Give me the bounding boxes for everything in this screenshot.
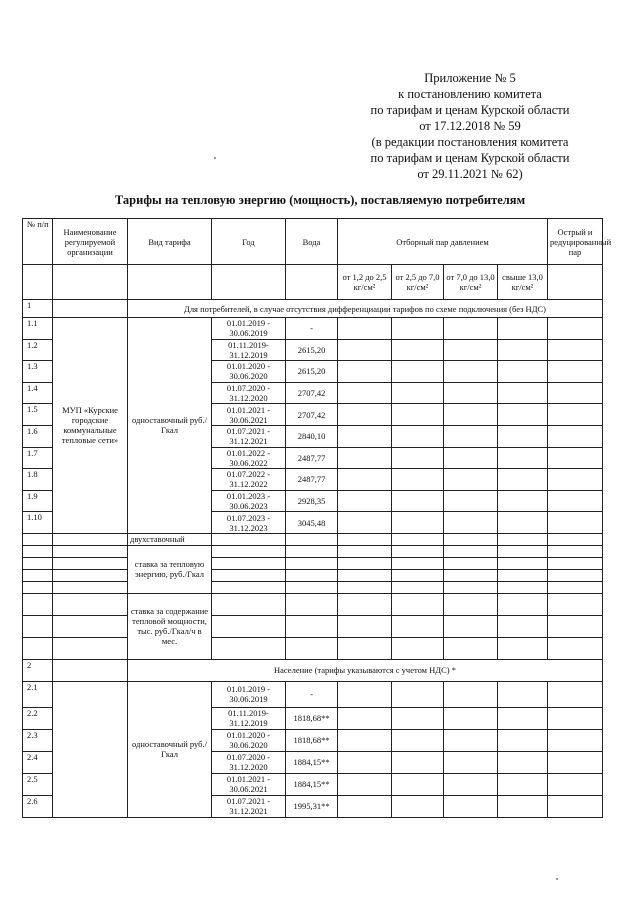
org-cell [53,615,128,637]
empty-cell [498,512,548,534]
appendix-line: по тарифам и ценам Курской области [370,103,570,117]
empty-cell [548,681,603,707]
empty-cell [212,533,286,545]
empty-cell [498,707,548,729]
empty-cell [444,615,498,637]
document-title: Тарифы на тепловую энергию (мощность), поставляемую потребителям [114,193,526,207]
empty-cell [392,469,444,491]
period: 01.01.2020 - 30.06.2020 [212,361,286,383]
empty-cell [548,318,603,340]
water-value: 2487,77 [286,469,338,491]
water-value: 2707,42 [286,404,338,426]
two-part-label: двухставочный [128,533,212,545]
empty-cell [392,569,444,581]
empty-cell [392,773,444,795]
table-row [23,569,603,581]
org-name: МУП «Курские городские коммунальные тепловые сети» [53,318,128,534]
row-num: 1.3 [23,361,53,383]
tariff-type: одноставочный руб./Гкал [128,318,212,534]
empty-cell [498,615,548,637]
empty-cell [338,361,392,383]
header-steam-4: свыше 13,0 кг/см² [498,265,548,300]
table-row [23,637,603,659]
empty-cell [498,382,548,404]
empty-cell [338,751,392,773]
row-num: 1.1 [23,318,53,340]
tariff-type: одноставочный руб./Гкал [128,681,212,817]
empty-cell [392,593,444,615]
empty-cell [444,382,498,404]
empty-cell [392,382,444,404]
empty-cell [444,707,498,729]
row-num [23,637,53,659]
row-num [23,569,53,581]
appendix-line: от 17.12.2018 № 59 [419,119,521,133]
empty-cell [338,593,392,615]
empty-cell [548,615,603,637]
empty-cell [392,490,444,512]
table-row [23,557,603,569]
org-cell [53,569,128,581]
period: 01.01.2023 - 30.06.2023 [212,490,286,512]
empty-cell [444,593,498,615]
empty-cell [444,773,498,795]
period: 01.01.2019 - 30.06.2019 [212,681,286,707]
empty-cell [548,339,603,361]
empty-cell [444,339,498,361]
header-sharp-steam: Острый и редуцированный пар [548,219,603,265]
empty-cell [286,593,338,615]
empty-cell [444,425,498,447]
appendix-line: по тарифам и ценам Курской области [370,151,570,165]
empty-cell [548,469,603,491]
empty-cell [392,361,444,383]
empty-cell [392,615,444,637]
water-value: 1884,15** [286,773,338,795]
header-steam: Отборный пар давлением [338,219,548,265]
empty-cell [338,447,392,469]
empty-cell [338,490,392,512]
empty-cell [338,404,392,426]
scan-speck [556,878,558,880]
water-value: 1818,68** [286,729,338,751]
water-value: 1818,68** [286,707,338,729]
water-value: 1995,31** [286,795,338,817]
appendix-line: (в редакции постановления комитета [371,135,569,149]
empty-cell [338,615,392,637]
row-num: 2.4 [23,751,53,773]
empty-cell [338,318,392,340]
empty-cell [498,637,548,659]
table-row [23,545,603,557]
empty-cell [444,318,498,340]
empty-cell [548,557,603,569]
empty-cell [338,557,392,569]
empty-cell [212,581,286,593]
empty-cell [498,557,548,569]
empty-cell [548,490,603,512]
empty-cell [338,707,392,729]
header-steam-3: от 7,0 до 13,0 кг/см² [444,265,498,300]
rate-capacity-label: ставка за содержание тепловой мощности, тыс. руб./Гкал/ч в мес. [128,593,212,659]
empty-cell [548,382,603,404]
empty-cell [444,469,498,491]
empty-cell [286,557,338,569]
org-cell [53,545,128,557]
empty-cell [498,545,548,557]
empty-cell [548,637,603,659]
empty-cell [548,361,603,383]
period: 01.11.2019- 31.12.2019 [212,339,286,361]
row-num: 2.2 [23,707,53,729]
row-num [23,545,53,557]
water-value: 2928,35 [286,490,338,512]
empty-cell [498,339,548,361]
header-year: Год [212,219,286,265]
empty-cell [338,581,392,593]
empty-cell [338,795,392,817]
empty-cell [444,729,498,751]
period: 01.07.2023 - 31.12.2023 [212,512,286,534]
empty-cell [444,533,498,545]
empty-cell [498,729,548,751]
empty-cell [338,425,392,447]
appendix-line: к постановлению комитета [398,87,542,101]
empty-cell [392,637,444,659]
empty-cell [444,681,498,707]
empty-cell [498,751,548,773]
row-num: 1.8 [23,469,53,491]
empty-cell [286,545,338,557]
header-org: Наименование регулируемой организации [53,219,128,265]
row-num: 1.4 [23,382,53,404]
empty-cell [392,425,444,447]
empty-cell [392,751,444,773]
water-value: 2615,20 [286,339,338,361]
row-num: 2.6 [23,795,53,817]
empty-cell [338,512,392,534]
table-row [23,581,603,593]
empty-cell [498,581,548,593]
period: 01.07.2021 - 31.12.2021 [212,425,286,447]
empty-cell [498,425,548,447]
empty-cell [548,569,603,581]
empty-cell [286,581,338,593]
row-num [23,593,53,615]
period: 01.07.2020 - 31.12.2020 [212,382,286,404]
empty-cell [444,361,498,383]
empty-cell [338,773,392,795]
empty-cell [392,404,444,426]
appendix-line: от 29.11.2021 № 62) [417,167,523,181]
period: 01.07.2022 - 31.12.2022 [212,469,286,491]
empty-cell [548,581,603,593]
empty-cell [392,795,444,817]
empty-cell [444,404,498,426]
org-cell [53,593,128,615]
empty-cell [444,557,498,569]
water-value: - [286,681,338,707]
empty-cell [548,707,603,729]
empty-cell [548,447,603,469]
empty-cell [338,637,392,659]
empty-cell [498,447,548,469]
empty-cell [444,569,498,581]
appendix-header [330,70,610,182]
empty-cell [498,361,548,383]
empty-cell [392,681,444,707]
empty-cell [392,533,444,545]
empty-cell [286,615,338,637]
empty-cell [498,533,548,545]
period: 01.01.2021 - 30.06.2021 [212,773,286,795]
empty-cell [548,795,603,817]
org-cell [53,681,128,817]
header-steam-1: от 1,2 до 2,5 кг/см² [338,265,392,300]
org-cell [53,581,128,593]
empty-cell [286,637,338,659]
empty-cell [286,569,338,581]
org-cell [53,557,128,569]
header-steam-2: от 2,5 до 7,0 кг/см² [392,265,444,300]
empty-cell [498,469,548,491]
empty-cell [548,404,603,426]
empty-cell [392,545,444,557]
section-label: Для потребителей, в случае отсутствия дифференциации тарифов по схеме подключения (без НДС) [128,300,603,318]
water-value: 2707,42 [286,382,338,404]
row-num: 2.5 [23,773,53,795]
empty-cell [212,569,286,581]
table-row [23,533,603,545]
empty-cell [392,581,444,593]
table-row [23,615,603,637]
empty-cell [444,751,498,773]
empty-cell [498,318,548,340]
water-value: 2615,20 [286,361,338,383]
empty-cell [548,729,603,751]
water-value: 3045,48 [286,512,338,534]
empty-cell [548,512,603,534]
rate-energy-label: ставка за тепловую энергию, руб./Гкал [128,545,212,593]
empty-cell [498,795,548,817]
empty-cell [548,773,603,795]
period: 01.11.2019- 31.12.2019 [212,707,286,729]
empty-cell [392,729,444,751]
row-num: 1.9 [23,490,53,512]
section-num: 2 [23,659,53,681]
row-num [23,557,53,569]
row-num: 1.6 [23,425,53,447]
empty-cell [548,545,603,557]
table-row [23,593,603,615]
period: 01.07.2020 - 31.12.2020 [212,751,286,773]
header-tariff-type: Вид тарифа [128,219,212,265]
empty-cell [286,533,338,545]
empty-cell [498,681,548,707]
row-num [23,533,53,545]
empty-cell [444,490,498,512]
empty-cell [338,382,392,404]
empty-cell [498,404,548,426]
empty-cell [392,707,444,729]
period: 01.01.2022 - 30.06.2022 [212,447,286,469]
row-num: 1.10 [23,512,53,534]
org-cell [53,533,128,545]
row-num: 1.2 [23,339,53,361]
empty-cell [498,569,548,581]
water-value: 1884,15** [286,751,338,773]
empty-cell [338,729,392,751]
water-value: 2840,10 [286,425,338,447]
row-num [23,615,53,637]
appendix-line: Приложение № 5 [424,71,516,85]
org-cell [53,659,128,681]
empty-cell [444,795,498,817]
empty-cell [444,447,498,469]
empty-cell [212,557,286,569]
empty-cell [212,615,286,637]
empty-cell [338,533,392,545]
table-row [23,318,603,340]
empty-cell [548,751,603,773]
empty-cell [338,339,392,361]
table-row [23,681,603,707]
empty-cell [548,593,603,615]
row-num: 1.7 [23,447,53,469]
empty-cell [498,593,548,615]
empty-cell [212,545,286,557]
period: 01.01.2019 - 30.06.2019 [212,318,286,340]
water-value: 2487,77 [286,447,338,469]
empty-cell [338,569,392,581]
section-num: 1 [23,300,53,318]
empty-cell [444,581,498,593]
empty-cell [392,557,444,569]
empty-cell [498,773,548,795]
header-num: № п/п [23,219,53,265]
section-label: Население (тарифы указываются с учетом НДС) * [128,659,603,681]
empty-cell [392,447,444,469]
row-num: 2.1 [23,681,53,707]
empty-cell [338,681,392,707]
empty-cell [548,425,603,447]
empty-cell [338,545,392,557]
water-value: - [286,318,338,340]
tariff-table [22,218,612,818]
empty-cell [392,339,444,361]
period: 01.01.2020 - 30.06.2020 [212,729,286,751]
empty-cell [212,637,286,659]
empty-cell [548,533,603,545]
empty-cell [392,512,444,534]
empty-cell [338,469,392,491]
org-cell [53,637,128,659]
empty-cell [444,512,498,534]
period: 01.01.2021 - 30.06.2021 [212,404,286,426]
empty-cell [392,318,444,340]
empty-cell [212,593,286,615]
header-water: Вода [286,219,338,265]
row-num: 2.3 [23,729,53,751]
period: 01.07.2021 - 31.12.2021 [212,795,286,817]
row-num [23,581,53,593]
empty-cell [444,637,498,659]
empty-cell [498,490,548,512]
empty-cell [444,545,498,557]
scan-speck [214,157,216,159]
row-num: 1.5 [23,404,53,426]
